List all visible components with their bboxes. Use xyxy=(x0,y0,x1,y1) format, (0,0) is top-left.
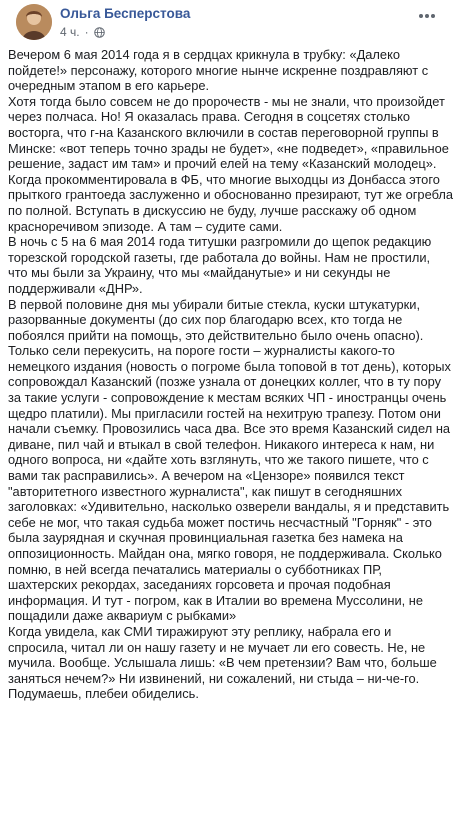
post-header xyxy=(8,0,451,48)
post-meta xyxy=(60,25,105,39)
avatar-photo-icon xyxy=(16,4,52,40)
post-paragraph-5: Только сели перекусить, на пороге гости – журналисты какого-то немецкого издания (новость о погроме была топовой в тот день), которых сопровождал Казанский (позже узнала от донецких коллег, что в ту пору за такие услуги - сопровождение к местам всяких ЧП - иностранцы очень щедро платили). Мы пригласили гостей на нехитрую трапезу. Потом они начали съемку. Провозились часа два. Все это время Казанский сидел на диване, пил чай и втыкал в свой телефон. Никакого интереса к нам, ни одного вопроса, ни «дайте хоть взглянуть, что же такого пишете, что с вами так расправились». А вечером на «Цензоре» появился текст "авторитетного известного журналиста", как пишут в сегодняшних заголовках: «Удивительно, насколько озверели вандалы, я и представить себе не мог, что такая судьба может постичь несчастный "Горняк" - это была заурядная и скучная провинциальная газетка без намека на оппозиционность. Майдан она, мягко говоря, не поддерживала. Сколько помню, в ней всегда печатались материалы о субботниках ПР, шахтерских рекордах, заседаниях горсовета и прочая подобная информация. И тут - погром, как в Италии во времена Муссолини, не пощадили даже аквариум с рыбками» xyxy=(8,343,451,624)
globe-icon xyxy=(94,27,105,38)
post-paragraph-1: Вечером 6 мая 2014 года я в сердцах крикнула в трубку: «Далеко пойдете!» персонажу, которого многие нынче искренне поздравляют с очередным этапом в его карьере. xyxy=(8,47,429,94)
post-paragraph-3: В ночь с 5 на 6 мая 2014 года титушки разгромили до щепок редакцию торезской городской газеты, где работала до войны. Нам не простили, что мы были за Украину, что мы «майданутые» и ни секунды не поддерживали «ДНР». xyxy=(8,234,432,296)
more-options-icon[interactable] xyxy=(417,10,437,22)
post-body xyxy=(8,47,453,702)
post-paragraph-4: В первой половине дня мы убирали битые стекла, куски штукатурки, разорванные документы (до сих пор благодарю всех, кто тогда не побоялся прийти на помощь, это действительно было очень опасно). xyxy=(8,296,424,343)
author-name[interactable]: Ольга Бесперстова xyxy=(60,6,191,21)
meta-separator: · xyxy=(84,25,89,39)
author-avatar[interactable] xyxy=(16,4,52,40)
post-paragraph-2: Хотя тогда было совсем не до пророчеств - мы не знали, что произойдет через полчаса. Но! Я оказалась права. Сегодня в соцсетях столько восторга, что г-на Казанского включили в состав переговорной группы в Минске: «вот теперь точно зрады не будет», «не подведет», «правильное решение, задаст им там» и прочий елей на тему «Казанский молодец». Когда прокомментировала в ФБ, что многие выходцы из Донбасса этого прыткого грантоеда заслуженно и обоснованно презирают, тут же огребла по полной. Вступать в дискуссию не буду, лучше расскажу об одном красноречивом эпизоде. А там – судите сами. xyxy=(8,93,453,234)
post-timestamp[interactable]: 4 ч. xyxy=(60,25,80,39)
post-paragraph-6: Когда увидела, как СМИ тиражируют эту реплику, набрала его и спросила, читал ли он нашу газету и не мучает ли его совесть. Не, не мучила. Вообще. Услышала лишь: «В чем претензии? Вам что, больше заняться нечем?» Ни извинений, ни сожалений, ни стыда – ни-че-го. Подумаешь, плебеи обиделись. xyxy=(8,623,437,702)
